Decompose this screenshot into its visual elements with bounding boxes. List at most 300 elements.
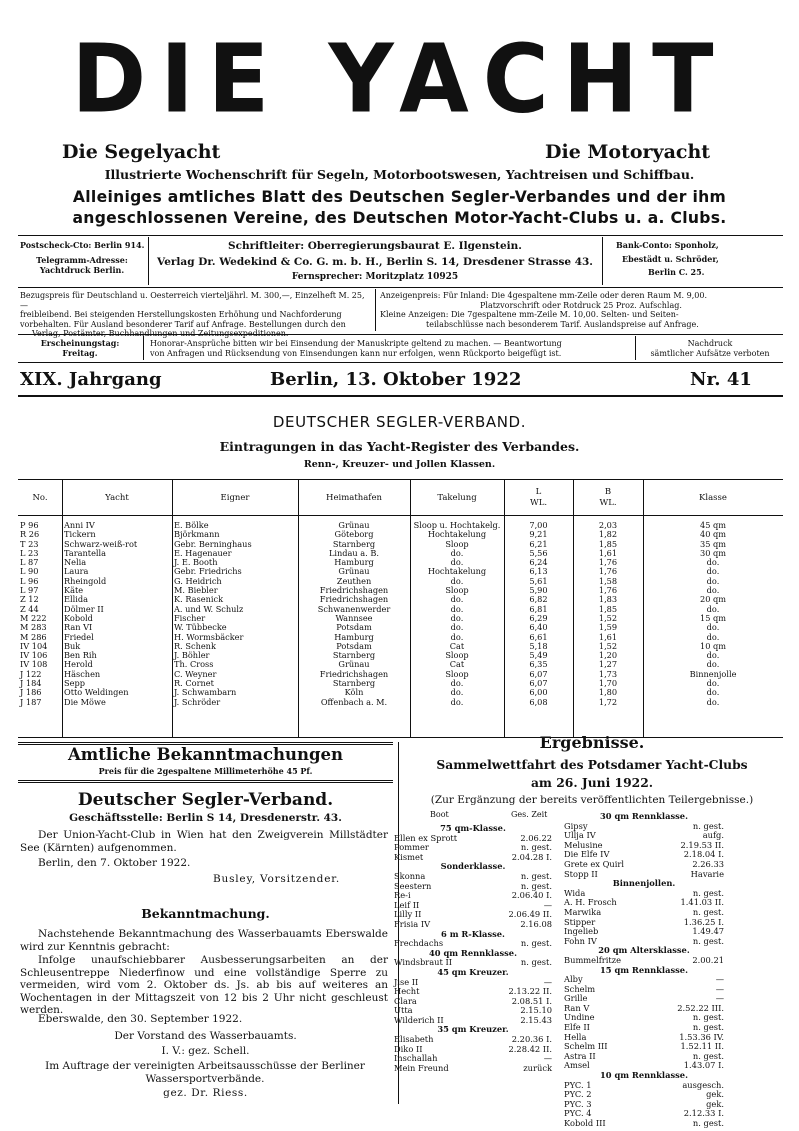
divider — [18, 742, 393, 743]
register-cell: Hochtakelung — [427, 529, 487, 540]
register-cell: 10 qm — [699, 640, 727, 651]
register-cell: do. — [450, 594, 464, 605]
result-boat: Frechdachs — [394, 938, 444, 949]
left-subtitle: Die Segelyacht — [62, 141, 221, 163]
register-cell: 6,82 — [529, 594, 548, 605]
phone: Fernsprecher: Moritzplatz 10925 — [291, 272, 459, 282]
register-cell: H. Wormsbäcker — [174, 631, 244, 642]
register-row — [18, 595, 783, 604]
register-cell: Sloop — [445, 538, 469, 549]
register-cell: Grünau — [338, 520, 370, 530]
register-cell: J. Schröder — [174, 696, 221, 707]
result-class-heading: 75 qm-Klasse. — [440, 823, 506, 833]
register-cell: Gebr. Friedrichs — [174, 566, 242, 577]
result-time: 2.15.10 — [520, 1005, 552, 1016]
result-boat: Gipsy — [564, 820, 588, 831]
result-boat: Jise II — [394, 976, 419, 987]
register-cell: Grünau — [338, 659, 370, 670]
register-cell: Dölmer II — [64, 603, 104, 614]
register-row — [18, 688, 783, 697]
notice-quote: Infolge unaufschiebbarer Ausbesserungsarbeiten an der Schleusentreppe Niederfinow und eine vollständige Sperre zu vermeiden, wird vom 2. Oktober ds. Js. ab bis auf weiteres an Wochentagen in der Mittagszeit von 12 bis 2 Uhr nicht geschleust werden. — [20, 954, 388, 1016]
bank-line-1: Bank-Conto: Sponholz, — [616, 240, 719, 250]
register-rows — [18, 521, 783, 707]
ad-price-text — [380, 291, 782, 329]
register-cell: 2,03 — [598, 520, 618, 530]
divider — [18, 235, 783, 236]
result-time: aufg. — [702, 830, 724, 841]
result-boat: Bummelfritze — [564, 954, 622, 965]
bank-line-3: Berlin C. 25. — [648, 267, 705, 277]
register-row — [18, 549, 783, 558]
register-cell: do. — [450, 678, 464, 689]
register-cell: do. — [706, 566, 720, 577]
register-cell: Nelia — [64, 557, 87, 568]
register-cell: Schwanenwerder — [317, 603, 391, 614]
right-subtitle: Die Motoryacht — [545, 141, 711, 163]
register-cell: IV 104 — [20, 640, 48, 651]
register-row — [18, 577, 783, 586]
register-row — [18, 614, 783, 623]
register-cell: IV 106 — [20, 650, 48, 661]
result-time: 2.15.43 — [520, 1014, 552, 1025]
result-time: 2.08.51 I. — [511, 995, 552, 1006]
result-time: 2.52.22 III. — [677, 1002, 724, 1013]
register-cell: Laura — [64, 566, 89, 577]
register-column-header: Klasse — [699, 493, 727, 503]
register-cell: Köln — [344, 687, 364, 698]
register-cell: 1,80 — [598, 687, 618, 698]
divider — [143, 336, 144, 360]
result-time: — — [715, 993, 724, 1004]
register-cell: Friedrichshagen — [319, 668, 389, 679]
register-cell: do. — [706, 678, 720, 689]
register-cell: M 286 — [20, 631, 47, 642]
result-boat: Ran V — [564, 1002, 590, 1013]
register-cell: 1,20 — [598, 650, 618, 661]
result-time: 2.28.42 II. — [508, 1043, 552, 1054]
register-cell: J. Böhler — [174, 650, 210, 661]
register-cell: 1,52 — [598, 612, 618, 623]
result-time: n. gest. — [520, 938, 552, 949]
result-boat: Stopp II — [564, 868, 598, 879]
register-cell: L 87 — [20, 557, 39, 568]
register-cell: Z 44 — [20, 603, 39, 614]
divider — [375, 289, 376, 331]
register-cell: M 283 — [20, 622, 47, 633]
register-cell: Die Möwe — [64, 696, 106, 707]
register-row — [18, 651, 783, 660]
result-time: gek. — [706, 1089, 724, 1100]
register-row — [18, 679, 783, 688]
result-boat: Skonna — [394, 870, 426, 881]
register-cell: do. — [706, 557, 720, 568]
register-cell: Hochtakelung — [427, 566, 487, 577]
result-class-heading: 35 qm Kreuzer. — [437, 1024, 509, 1035]
divider — [602, 237, 603, 285]
register-cell: 1,52 — [598, 640, 618, 651]
result-boat: Amsel — [564, 1060, 590, 1071]
results-left-list — [394, 824, 552, 1073]
register-cell: Lindau a. B. — [328, 547, 380, 558]
register-cell: IV 108 — [20, 659, 48, 670]
result-boat: Inschallah — [394, 1053, 438, 1064]
notice-intro: Nachstehende Bekanntmachung des Wasserbauamts Eberswalde wird zur Kenntnis gebracht: — [20, 928, 388, 953]
official-notices-price: Preis für die 2gespaltene Millimeterhöhe 45 Pf. — [98, 766, 313, 776]
register-cell: Friedrichshagen — [319, 594, 389, 605]
register-cell: do. — [706, 650, 720, 661]
register-cell: Binnenjolle — [689, 668, 737, 679]
register-cell: Potsdam — [336, 640, 372, 651]
result-boat: A. H. Frosch — [564, 897, 617, 908]
register-cell: R 26 — [20, 529, 40, 540]
register-cell: do. — [706, 696, 720, 707]
result-boat: Kismet — [394, 851, 424, 862]
register-cell: 6,21 — [529, 538, 548, 549]
register-cell: do. — [706, 659, 720, 670]
register-cell: 7,00 — [529, 520, 548, 530]
result-boat: Ingelieb — [564, 926, 599, 937]
register-cell: Käte — [64, 585, 84, 596]
postscheck: Postscheck-Cto: Berlin 914. — [20, 240, 145, 250]
register-cell: J 187 — [20, 696, 42, 707]
register-row — [18, 623, 783, 632]
register-cell: 35 qm — [699, 538, 727, 549]
register-cell: Friedel — [64, 631, 94, 642]
register-cell: 1,61 — [598, 547, 618, 558]
result-boat: Fohn IV — [564, 935, 597, 946]
register-cell: do. — [450, 612, 464, 623]
result-time: 1.49.47 — [692, 926, 724, 937]
result-time: n. gest. — [520, 957, 552, 968]
register-cell: J 186 — [20, 687, 42, 698]
register-cell: 6,13 — [529, 566, 548, 577]
register-cell: M. Biebler — [174, 585, 218, 596]
register-cell: W. Tübbecke — [174, 622, 227, 633]
register-cell: L 90 — [20, 566, 39, 577]
dsv-title: Deutscher Segler-Verband. — [77, 790, 334, 810]
register-cell: Cat — [449, 640, 465, 651]
text-line: Honorar-Ansprüche bitten wir bei Einsendung der Manuskripte geltend zu machen. — Beantwortung — [150, 339, 562, 348]
register-heading: DEUTSCHER SEGLER-VERBAND. — [272, 413, 527, 431]
text-line: Kleine Anzeigen: Die 7gespaltene mm-Zeile M. 10,00. Selten- und Seiten- — [380, 310, 679, 319]
register-row — [18, 605, 783, 614]
text-line: teilabschlüsse nach besonderem Tarif. Auslandspreise auf Anfrage. — [426, 319, 699, 329]
results-right-list — [564, 812, 724, 1129]
divider — [18, 782, 393, 783]
result-class-heading: Sonderklasse. — [440, 861, 506, 872]
notice-commission: Im Auftrage der vereinigten Arbeitsausschüsse der Berliner Wassersportverbände. — [45, 1060, 365, 1085]
official-notices-title: Amtliche Bekanntmachungen — [67, 745, 344, 764]
result-time: n. gest. — [692, 1050, 724, 1061]
register-cell: 1,73 — [598, 668, 618, 679]
result-time: gek. — [706, 1098, 724, 1109]
register-cell: 5,61 — [529, 575, 548, 586]
volume-year: XIX. Jahrgang — [20, 369, 162, 390]
results-title: Ergebnisse. — [539, 733, 645, 752]
issue-number: Nr. 41 — [690, 369, 752, 390]
register-cell: 6,07 — [529, 668, 548, 679]
result-boat: Schelm III — [564, 1041, 608, 1052]
result-boat: Astra II — [564, 1050, 596, 1061]
result-boat: Lilly II — [394, 909, 422, 920]
register-column-header: No. — [32, 493, 48, 503]
register-cell: Ellida — [64, 594, 88, 605]
result-class-heading: 10 qm Rennklasse. — [600, 1070, 688, 1081]
result-time: 2.19.53 II. — [680, 839, 724, 850]
register-cell: 5,49 — [529, 650, 548, 661]
register-cell: 1,85 — [598, 538, 618, 549]
register-cell: 1,76 — [598, 566, 618, 577]
result-boat: Ellen ex Sprott — [394, 832, 458, 843]
result-time: 2.00.21 — [692, 954, 724, 965]
race-title: Sammelwettfahrt des Potsdamer Yacht-Clubs — [436, 757, 748, 772]
register-cell: 5,90 — [529, 585, 548, 596]
divider — [148, 237, 149, 285]
result-time: 2.06.49 II. — [508, 909, 552, 920]
register-cell: Z 12 — [20, 594, 39, 605]
register-row — [18, 567, 783, 576]
result-boat: Frisia IV — [394, 918, 431, 929]
divider — [635, 336, 636, 360]
register-row — [18, 521, 783, 530]
register-cell: 30 qm — [699, 547, 727, 558]
result-time: n. gest. — [692, 1022, 724, 1033]
register-cell: Starnberg — [332, 650, 376, 661]
register-cell: C. Weyner — [174, 668, 217, 679]
register-cell: 6,61 — [529, 631, 548, 642]
register-cell: L 23 — [20, 547, 39, 558]
result-time: — — [543, 976, 552, 987]
result-time: 1.43.07 I. — [683, 1060, 724, 1071]
text-line: Erscheinungstag: — [40, 338, 120, 348]
result-time: 1.36.25 I. — [683, 916, 724, 927]
register-cell: Gebr. Berninghaus — [174, 538, 252, 549]
result-time: 2.12.33 I. — [683, 1108, 724, 1119]
register-row — [18, 558, 783, 567]
result-boat: Pommer — [394, 842, 429, 853]
result-boat: Ullja IV — [564, 830, 596, 841]
register-cell: 6,07 — [529, 678, 548, 689]
register-cell: Tarantella — [64, 547, 107, 558]
result-boat: Wida — [564, 887, 586, 898]
register-cell: 6,29 — [529, 612, 548, 623]
telegram-label: Telegramm-Adresse: — [36, 255, 128, 265]
register-cell: J 184 — [20, 678, 42, 689]
result-time: n. gest. — [520, 880, 552, 891]
result-boat: Melusine — [564, 839, 603, 850]
text-line: Anzeigenpreis: Für Inland: Die 4gespaltene mm-Zeile oder deren Raum M. 9,00. — [380, 291, 707, 300]
result-time: 2.13.22 II. — [508, 986, 552, 997]
register-column-header: Takelung — [437, 493, 477, 503]
result-time: — — [715, 983, 724, 994]
column-label-time: Ges. Zeit — [511, 810, 548, 819]
result-time: n. gest. — [692, 935, 724, 946]
reprint-notice — [637, 339, 783, 358]
telegram-address: Yachtdruck Berlin. — [39, 265, 125, 275]
register-cell: Sepp — [64, 678, 85, 689]
register-cell: 1,72 — [598, 696, 618, 707]
register-column-header: Heimathafen — [326, 493, 382, 503]
result-time: 1.53.36 IV. — [679, 1031, 724, 1042]
register-row — [18, 633, 783, 642]
result-boat: Wilderich II — [394, 1014, 444, 1025]
text-line: Platzvorschrift oder Rotdruck 25 Proz. Aufschlag. — [480, 300, 682, 310]
result-boat: PYC. 3 — [564, 1098, 592, 1109]
register-row — [18, 642, 783, 651]
race-date: am 26. Juni 1922. — [530, 775, 654, 790]
register-cell: do. — [706, 622, 720, 633]
register-cell: Björkmann — [174, 529, 220, 540]
result-boat: Grille — [564, 993, 588, 1004]
result-boat: Schelm — [564, 983, 596, 994]
register-table — [18, 521, 783, 707]
column-label-boat: Boot — [430, 810, 449, 819]
result-time: n. gest. — [692, 906, 724, 917]
register-cell: Kobold — [64, 612, 93, 623]
register-row — [18, 660, 783, 669]
register-cell: 6,40 — [529, 622, 548, 633]
result-class-heading: 30 qm Rennklasse. — [600, 811, 688, 821]
register-cell: 1,76 — [598, 557, 618, 568]
result-boat: Re-i — [394, 890, 411, 901]
register-subheading: Eintragungen in das Yacht-Register des Verbandes. — [219, 439, 580, 454]
register-cell: Tickern — [64, 529, 96, 540]
result-boat: Elfe II — [564, 1022, 590, 1033]
register-cell: do. — [450, 622, 464, 633]
register-cell: do. — [706, 575, 720, 586]
register-column-header: Eigner — [220, 493, 250, 503]
register-cell: do. — [450, 575, 464, 586]
result-boat: Clara — [394, 995, 417, 1006]
register-cell: 1,27 — [598, 659, 618, 670]
result-class-heading: 20 qm Altersklasse. — [598, 945, 690, 956]
register-cell: 15 qm — [699, 612, 727, 623]
result-boat: PYC. 2 — [564, 1089, 592, 1100]
register-cell: do. — [450, 631, 464, 642]
register-cell: do. — [706, 585, 720, 596]
text-line: freibleibend. Bei steigenden Herstellungskosten Erhöhung und Nachforderung — [20, 310, 342, 319]
result-time: 2.04.28 I. — [511, 851, 552, 862]
register-cell: Göteborg — [334, 529, 374, 540]
text-line: Bezugspreis für Deutschland u. Oesterreich vierteljährl. M. 300,—, Einzelheft M. 25,— — [20, 291, 365, 310]
result-time: 2.06.40 I. — [511, 890, 552, 901]
register-cell: Friedrichshagen — [319, 585, 389, 596]
register-cell: Ran VI — [64, 622, 93, 633]
result-boat: Utta — [394, 1005, 413, 1016]
register-cell: 9,21 — [529, 529, 548, 540]
result-time: 1.52.11 II. — [680, 1041, 724, 1052]
register-cell: Starnberg — [332, 538, 376, 549]
register-cell: Hamburg — [334, 631, 374, 642]
results-note: (Zur Ergänzung der bereits veröffentlichten Teilergebnisse.) — [430, 794, 754, 806]
result-boat: Die Elfe IV — [564, 849, 610, 860]
result-time: n. gest. — [692, 887, 724, 898]
result-time: zurück — [523, 1062, 552, 1073]
register-row — [18, 698, 783, 707]
result-boat: Diko II — [394, 1043, 423, 1054]
result-boat: Undine — [564, 1012, 595, 1023]
result-time: n. gest. — [520, 842, 552, 853]
register-cell: R. Schenk — [174, 640, 216, 651]
register-cell: Wannsee — [335, 612, 373, 623]
register-cell: 5,18 — [529, 640, 548, 651]
register-cell: 5,56 — [529, 547, 548, 558]
result-time: — — [543, 899, 552, 910]
register-cell: 20 qm — [699, 594, 727, 605]
register-row — [18, 670, 783, 679]
register-cell: 1,58 — [598, 575, 618, 586]
register-cell: Hamburg — [334, 557, 374, 568]
register-cell: Zeuthen — [336, 575, 372, 586]
register-cell: 1,82 — [598, 529, 618, 540]
register-cell: L 97 — [20, 585, 39, 596]
register-cell: 1,59 — [598, 622, 618, 633]
subscription-price-text — [20, 291, 372, 339]
result-time: 2.26.33 — [692, 858, 724, 869]
register-cell: Sloop — [445, 585, 469, 596]
divider — [18, 362, 783, 363]
divider — [18, 287, 783, 288]
result-time: 2.16.08 — [520, 918, 552, 929]
result-class-heading: 45 qm Kreuzer. — [437, 966, 509, 977]
register-cell: 6,00 — [529, 687, 548, 698]
text-line: vorbehalten. Für Ausland besonderer Tarif auf Anfrage. Bestellungen durch den — [20, 319, 346, 329]
register-cell: Herold — [64, 659, 93, 670]
register-cell: 6,24 — [529, 557, 548, 568]
text-line: Freitag. — [62, 347, 98, 358]
register-cell: Sloop — [445, 668, 469, 679]
result-class-heading: 15 qm Rennklasse. — [600, 964, 688, 975]
register-cell: Schwarz-weiß-rot — [64, 538, 138, 549]
dsv-address: Geschäftsstelle: Berlin S 14, Dresdenerstr. 43. — [69, 812, 342, 824]
register-cell: 1,61 — [598, 631, 618, 642]
register-cell: L 96 — [20, 575, 39, 586]
register-cell: R. Cornet — [174, 678, 214, 689]
text-line: sämtlicher Aufsätze verboten — [650, 348, 770, 358]
result-boat: Stipper — [564, 916, 596, 927]
divider — [18, 515, 783, 516]
result-time: n. gest. — [692, 820, 724, 831]
register-cell: K. Rasenick — [174, 594, 224, 605]
result-row — [394, 1064, 552, 1074]
register-cell: 1,85 — [598, 603, 618, 614]
register-cell: 1,76 — [598, 585, 618, 596]
result-boat: PYC. 4 — [564, 1108, 592, 1119]
result-time: 2.20.36 I. — [511, 1034, 552, 1045]
result-time: 1.41.03 II. — [680, 897, 724, 908]
result-time: n. gest. — [692, 1012, 724, 1023]
dsv-announcement: Der Union-Yacht-Club in Wien hat den Zweigverein Millstädter See (Kärnten) aufgenommen. — [20, 829, 388, 854]
register-cell: do. — [706, 687, 720, 698]
register-cell: P 96 — [20, 520, 39, 530]
register-cell: Sloop u. Hochtakelg. — [413, 520, 501, 530]
result-boat: Elisabeth — [394, 1034, 434, 1045]
register-cell: Sloop — [445, 650, 469, 661]
register-cell: J. Schwambarn — [174, 687, 237, 698]
register-cell: 45 qm — [699, 520, 727, 530]
result-time: n. gest. — [692, 1118, 724, 1128]
register-cell: Ben Rih — [64, 650, 97, 661]
register-cell: 6,35 — [529, 659, 548, 670]
register-cell: Anni IV — [64, 520, 95, 530]
register-column-header: L WL. — [529, 487, 548, 508]
text-line: von Anfragen und Rücksendung von Einsendungen kann nur erfolgen, wenn Rückporto beigefügt ist. — [150, 348, 562, 358]
register-cell: Starnberg — [332, 678, 376, 689]
divider — [18, 395, 783, 397]
result-boat: PYC. 1 — [564, 1079, 592, 1090]
result-time: n. gest. — [520, 870, 552, 881]
register-classes: Renn-, Kreuzer- und Jollen Klassen. — [303, 459, 496, 470]
